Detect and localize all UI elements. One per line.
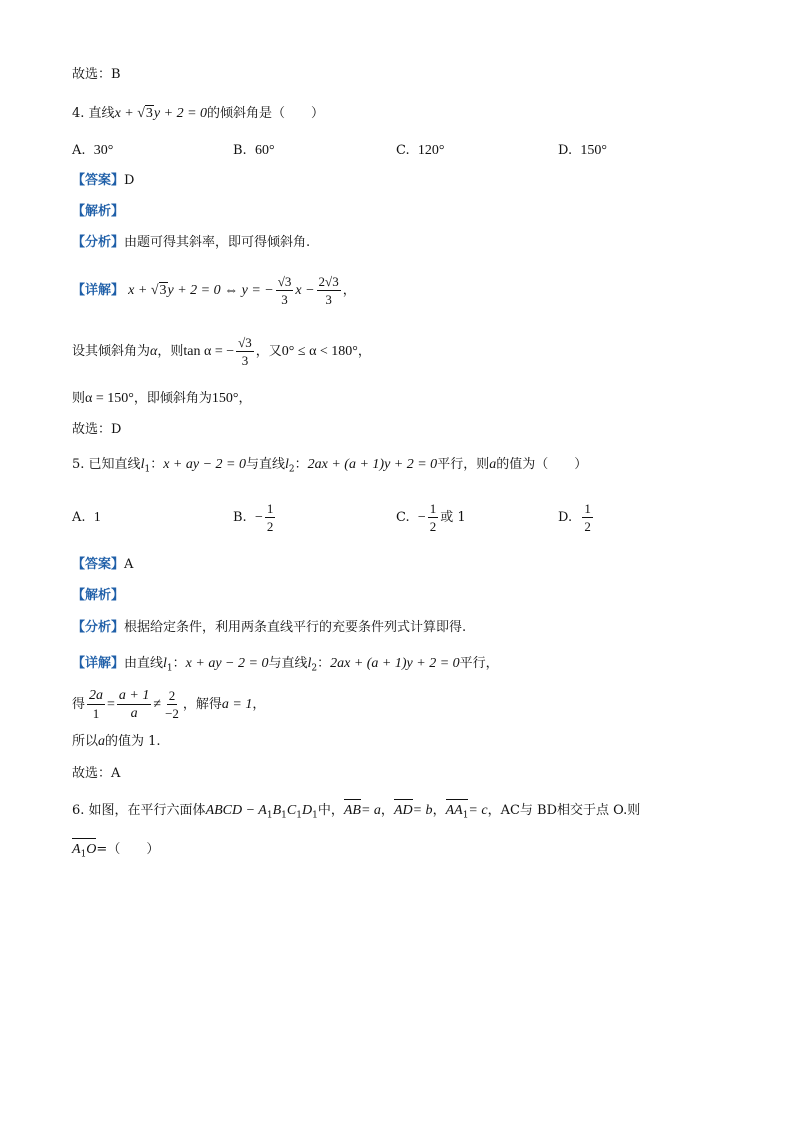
vector-aa1: $AA_1$ (446, 801, 469, 826)
q4-detail: 【详解】 x + √3y + 2 = 0 ⇔ y = − $\frac{√3}{3}$ x − $\frac{2√3}{3}$ ， (72, 274, 356, 307)
question-6-stem: 6. 如图，在平行六面体ABCD − $A_1B_1C_1D_1$中，AB= a，AD= b，$AA_1= c$，AC与 BD相交于点 O.则 (72, 801, 640, 826)
q4-option-c: C. 120° (396, 143, 445, 158)
answer-label: 【答案】 (72, 173, 125, 188)
q4-option-a: A. 30° (72, 143, 114, 158)
q5-fenxi: 【分析】根据给定条件，利用两条直线平行的充要条件列式计算即得. (72, 620, 467, 635)
q5-detail: 【详解】由直线$l_1$：x + ay − 2 = 0与直线$l_2$：2ax + (a + 1)y + 2 = 0平行， (72, 656, 499, 674)
q4-answer: 【答案】D (72, 173, 135, 188)
q5-so: 所以a的值为 1. (72, 734, 161, 749)
q4-stem-pre: 直线 (88, 106, 115, 121)
q4-eq-a: x + (114, 106, 138, 121)
question-6-ask: $A_1O=$（ ） (72, 840, 159, 865)
q4-final: 故选：D (72, 422, 122, 437)
vector-ab: AB (344, 801, 361, 821)
q4-analysis-label: 【解析】 (72, 204, 125, 219)
q4-eq-b: y + 2 = 0 (153, 106, 208, 121)
question-6-number: 6. (72, 803, 85, 818)
question-4-number: 4. (72, 106, 85, 121)
q5-option-b: B. − $\frac{1}{2}$ (233, 501, 274, 534)
q4-stem-post: 的倾斜角是（ ） (207, 106, 325, 121)
q5-option-c: C. − $\frac{1}{2}$ 或 1 (396, 501, 466, 534)
q5-option-a: A. 1 (72, 510, 101, 525)
fraction: $\frac{√3}{3}$ (238, 335, 252, 368)
prev-answer-line: 故选：B (72, 67, 121, 82)
q4-fenxi: 【分析】由题可得其斜率，即可得倾斜角. (72, 235, 311, 250)
q4-sqrt: √3 (137, 106, 153, 121)
question-4-stem (72, 104, 324, 124)
q5-option-d: D. $\frac{1}{2}$ (558, 501, 591, 534)
q5-answer: 【答案】A (72, 557, 134, 572)
fraction: $\frac{2√3}{3}$ (318, 274, 339, 307)
q4-then: 则α = 150°，即倾斜角为150°， (72, 391, 252, 406)
fraction: $\frac{√3}{3}$ (277, 274, 292, 307)
q5-derive: 得 $\frac{2a}{1}$ = $\frac{a + 1}{a}$ ≠ $\frac{2}{-2}$ ，解得a = 1， (72, 688, 266, 721)
q4-option-b: B. 60° (233, 143, 275, 158)
q4-set-angle: 设其倾斜角为α，则tan α = − $\frac{√3}{3}$ ，又0° ≤ α < 180°， (72, 335, 371, 368)
vector-a1o: $A_1O$ (72, 840, 96, 865)
q5-final: 故选：A (72, 766, 121, 781)
q4-option-d: D. 150° (558, 143, 607, 158)
vector-ad: AD (394, 801, 413, 821)
question-5-stem: 5. 已知直线$l_1$：x + ay − 2 = 0与直线$l_2$：2ax + (a + 1)y + 2 = 0平行，则a的值为（ ） (72, 457, 588, 475)
question-5-number: 5. (72, 457, 85, 472)
q5-analysis-label: 【解析】 (72, 588, 125, 603)
